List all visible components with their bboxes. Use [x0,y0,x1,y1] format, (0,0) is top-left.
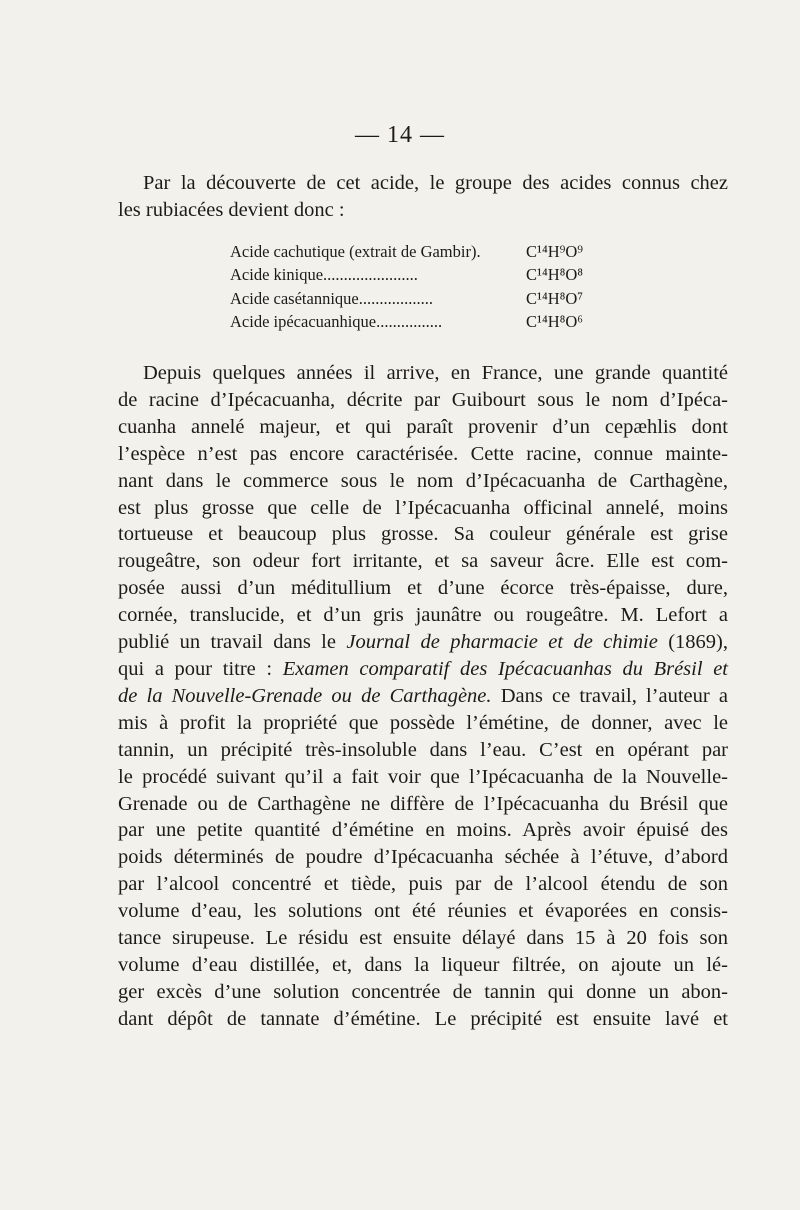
intro-line: Par la découverte de cet acide, le groupe des acides connus chez [143,172,728,194]
acid-name: Acide cachutique (extrait de Gambir). [230,242,481,261]
body-line: par une petite quantité d’émétine en moins. Après avoir épuisé des [118,819,728,842]
body-line: de la Nouvelle-Grenade ou de Carthagène. Dans ce travail, l’auteur a [118,684,728,707]
body-line: posée aussi d’un méditullium et d’une écorce très-épaisse, dure, [118,577,728,600]
acid-row [230,263,610,286]
intro-line: les rubiacées devient donc : [118,198,345,221]
body-line: de racine d’Ipécacuanha, décrite par Guibourt sous le nom d’Ipéca- [118,388,728,411]
body-line: tortueuse et beaucoup plus grosse. Sa couleur générale est grise [118,523,728,546]
body-line: mis à profit la propriété que possède l’émétine, de donner, avec le [118,711,728,734]
acid-row [230,310,610,333]
body-line: est plus grosse que celle de l’Ipécacuanha officinal annelé, moins [118,496,728,519]
acid-name: Acide ipécacuanhique................ [230,311,443,331]
body-line: publié un travail dans le Journal de pharmacie et de chimie (1869), [118,631,728,654]
acid-list [230,240,610,333]
body-line: rougeâtre, son odeur fort irritante, et sa saveur âcre. Elle est com- [118,550,728,573]
intro-paragraph [118,170,728,224]
body-line: tannin, un précipité très-insoluble dans l’eau. C’est en opérant par [118,738,728,761]
body-line: volume d’eau distillée, et, dans la liqueur filtrée, on ajoute un lé- [118,953,728,976]
acid-formula: C¹⁴H⁸O⁸ [526,265,584,285]
body-line: tance sirupeuse. Le résidu est ensuite délayé dans 15 à 20 fois son [118,927,728,950]
body-line: qui a pour titre : Examen comparatif des Ipécacuanhas du Brésil et [118,657,728,680]
page-number: — 14 — [355,122,445,148]
acid-row [230,240,610,263]
acid-name: Acide casétannique.................. [230,288,433,308]
acid-formula: C¹⁴H⁸O⁷ [526,288,584,308]
body-line: le procédé suivant qu’il a fait voir que l’Ipécacuanha de la Nouvelle- [118,765,728,788]
acid-name: Acide kinique....................... [230,265,418,285]
acid-formula: C¹⁴H⁹O⁹ [526,242,584,261]
body-line: Grenade ou de Carthagène ne diffère de l’Ipécacuanha du Brésil que [118,792,728,815]
body-line: Depuis quelques années il arrive, en France, une grande quantité [143,362,728,384]
body-paragraph [118,360,728,1033]
body-line: l’espèce n’est pas encore caractérisée. Cette racine, connue mainte- [118,442,728,465]
acid-formula: C¹⁴H⁸O⁶ [526,311,584,331]
body-line: cornée, translucide, et d’un gris jaunâtre ou rougeâtre. M. Lefort a [118,604,728,627]
body-line: cuanha annelé majeur, et qui paraît provenir d’un cepæhlis dont [118,415,728,438]
body-line: dant dépôt de tannate d’émétine. Le précipité est ensuite lavé et [118,1007,728,1030]
acid-row [230,287,610,310]
body-line: par l’alcool concentré et tiède, puis par de l’alcool étendu de son [118,873,728,896]
body-line: ger excès d’une solution concentrée de tannin qui donne un abon- [118,980,728,1003]
body-line: nant dans le commerce sous le nom d’Ipécacuanha de Carthagène, [118,469,728,492]
body-line: volume d’eau, les solutions ont été réunies et évaporées en consis- [118,900,728,923]
body-line: poids déterminés de poudre d’Ipécacuanha séchée à l’étuve, d’abord [118,846,728,869]
